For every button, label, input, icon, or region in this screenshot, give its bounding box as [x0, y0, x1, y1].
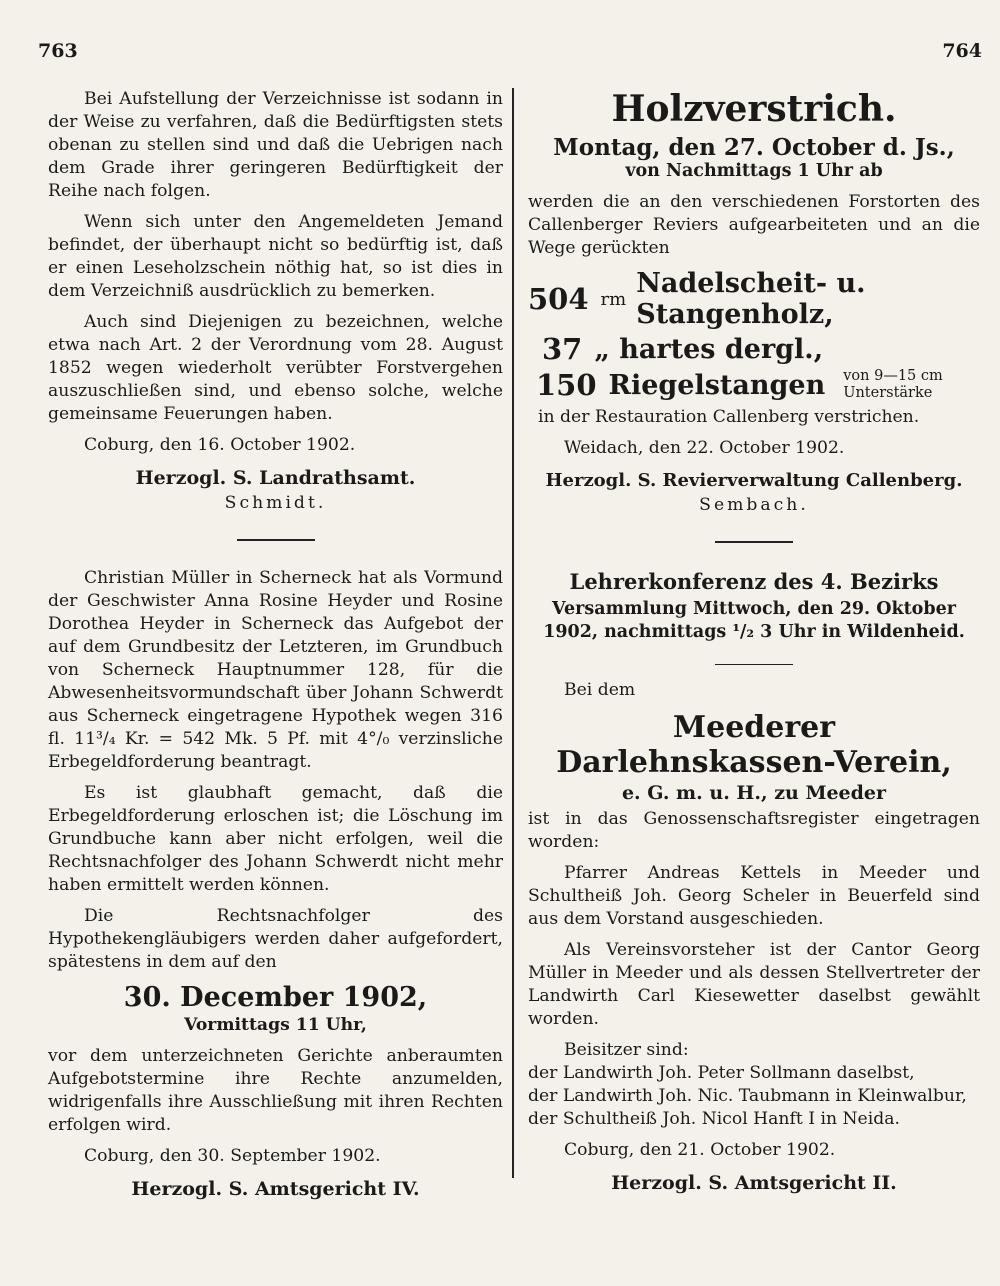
- paragraph: ist in das Genossenschaftsregister eingetragen worden:: [528, 809, 980, 852]
- dateline: Coburg, den 16. October 1902.: [84, 435, 356, 455]
- paragraph: Bei dem: [564, 680, 636, 700]
- right-column: [528, 88, 980, 1198]
- wood-item: [528, 268, 980, 330]
- list-item: der Landwirth Joh. Peter Sollmann daselbst,: [528, 1063, 915, 1083]
- separator-rule: [237, 539, 315, 541]
- association-name: Meederer Darlehnskassen-Verein,: [556, 710, 952, 780]
- signature-office: Herzogl. S. Amtsgericht II.: [611, 1172, 897, 1194]
- signature-office: Herzogl. S. Amtsgericht IV.: [131, 1177, 420, 1200]
- deadline-time: Vormittags 11 Uhr,: [184, 1014, 367, 1035]
- signature-office: Herzogl. S. Landrathsamt.: [135, 467, 416, 489]
- wood-size-label: Unterstärke: [843, 385, 933, 401]
- paragraph: Bei Aufstellung der Verzeichnisse ist sodann in der Weise zu verfahren, daß die Bedürftigsten stets obenan zu stellen sind und daß die Uebrigen nach dem Grade ihrer geringeren Bedürftigkeit der Reihe nach folgen.: [48, 89, 503, 201]
- notice-time: von Nachmittags 1 Uhr ab: [625, 161, 883, 181]
- paragraph: Es ist glaubhaft gemacht, daß die Erbegeldforderung erloschen ist; die Löschung im Grundbuche kann aber nicht erfolgen, weil die Rechtsnachfolger des Johann Schwerdt nicht mehr haben ermittelt werden können.: [48, 782, 503, 895]
- separator-rule: [715, 541, 793, 543]
- paragraph: Pfarrer Andreas Kettels in Meeder und Schultheiß Joh. Georg Scheler in Beuerfeld sind aus dem Vorstand ausgeschieden.: [528, 863, 980, 929]
- paragraph: Wenn sich unter den Angemeldeten Jemand befindet, der überhaupt nicht so bedürftig ist, daß er einen Leseholzschein nöthig hat, so ist dies in dem Verzeichniß ausdrücklich zu bemerken.: [48, 212, 503, 301]
- paragraph: Die Rechtsnachfolger des Hypothekengläubigers werden daher aufgefordert, spätestens in dem auf den: [48, 905, 503, 972]
- paragraph: Auch sind Diejenigen zu bezeichnen, welche etwa nach Art. 2 der Verordnung vom 28. August 1852 wegen wiederholt verübter Forstvergehen auszuschließen sind, und ebenso solche, welche gemeinsame Feuerungen haben.: [48, 312, 503, 424]
- wood-quantity: 150: [536, 368, 597, 402]
- wood-unit: rm: [600, 288, 627, 310]
- wood-type: Riegelstangen: [608, 369, 826, 401]
- list-heading: Beisitzer sind:: [564, 1040, 689, 1060]
- paragraph: in der Restauration Callenberg verstrichen.: [538, 407, 920, 427]
- dateline: Coburg, den 30. September 1902.: [84, 1145, 381, 1166]
- wood-item: [528, 368, 980, 402]
- column-divider: [512, 88, 514, 1178]
- list-item: der Landwirth Joh. Nic. Taubmann in Kleinwalbur,: [528, 1086, 967, 1106]
- association-subtitle: e. G. m. u. H., zu Meeder: [621, 782, 887, 804]
- signature-name: Sembach.: [699, 495, 809, 515]
- page-number-right: 764: [942, 40, 982, 62]
- wood-type: Nadelscheit- u. Stangenholz,: [636, 268, 866, 330]
- notice-date: Montag, den 27. October d. Js.,: [553, 134, 955, 161]
- paragraph: werden die an den verschiedenen Forstorten des Callenberger Reviers aufgearbeiteten und an die Wege gerückten: [528, 192, 980, 258]
- notice-title: Holzverstrich.: [611, 88, 897, 130]
- dateline: Coburg, den 21. October 1902.: [564, 1140, 836, 1160]
- wood-quantity: 37: [542, 332, 583, 366]
- page-number-left: 763: [38, 40, 78, 62]
- dateline: Weidach, den 22. October 1902.: [564, 438, 845, 458]
- paragraph: Christian Müller in Scherneck hat als Vormund der Geschwister Anna Rosine Heyder und Rosine Dorothea Heyder in Scherneck das Aufgebot der auf dem Grundbesitz der Letzteren, im Grundbuch von Scherneck Hauptnummer 128, für die Abwesenheitsvormundschaft über Johann Schwerdt aus Scherneck eingetragene Hypothek wegen 316 fl. 11³/₄ Kr. = 542 Mk. 5 Pf. mit 4°/₀ verzinsliche Erbegeldforderung beantragt.: [48, 567, 503, 772]
- list-item: der Schultheiß Joh. Nicol Hanft I in Neida.: [528, 1109, 900, 1129]
- wood-quantity: 504: [528, 282, 589, 316]
- conference-title: Lehrerkonferenz des 4. Bezirks: [569, 568, 939, 594]
- conference-details: Versammlung Mittwoch, den 29. Oktober 1902, nachmittags ¹/₂ 3 Uhr in Wildenheid.: [543, 598, 965, 642]
- signature-office: Herzogl. S. Revierverwaltung Callenberg.: [545, 470, 963, 491]
- paragraph: Als Vereinsvorsteher ist der Cantor Georg Müller in Meeder und als dessen Stellvertreter der Landwirth Carl Kiesewetter daselbst gewählt worden.: [528, 940, 980, 1029]
- paragraph: vor dem unterzeichneten Gerichte anberaumten Aufgebotstermine ihre Rechte anzumelden, widrigenfalls ihre Ausschließung mit ihren Rechten erfolgen wird.: [48, 1045, 503, 1135]
- deadline-date: 30. December 1902,: [123, 981, 428, 1013]
- left-column: [48, 88, 503, 1204]
- signature-name: Schmidt.: [224, 493, 327, 513]
- wood-item: [528, 332, 980, 366]
- separator-rule: [715, 664, 793, 666]
- wood-type: „ hartes dergl.,: [594, 333, 824, 365]
- wood-size-note: [843, 368, 943, 402]
- wood-size-range: von 9—15 cm: [843, 368, 943, 384]
